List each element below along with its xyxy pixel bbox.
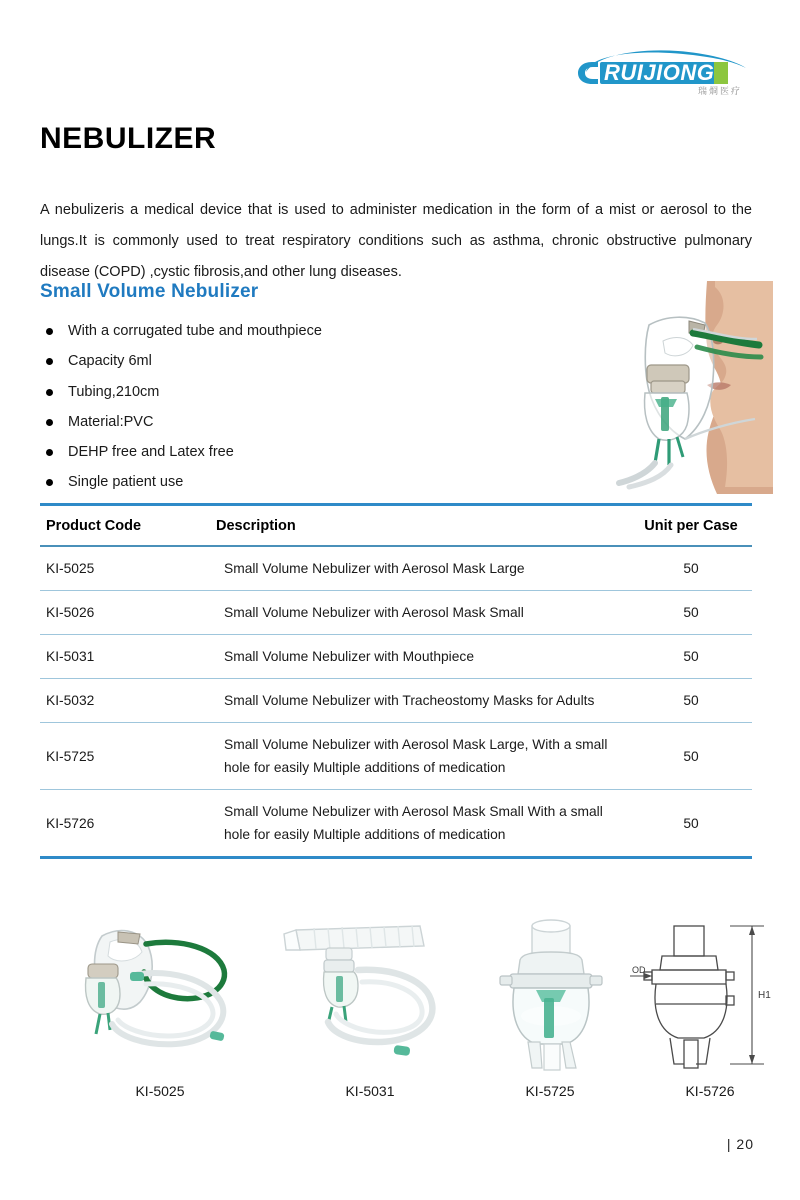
gallery-caption: KI-5031 (345, 1083, 395, 1099)
logo-wordmark: RUIJIONG (604, 60, 715, 85)
cell-unit-per-case: 50 (630, 790, 752, 858)
cell-description: Small Volume Nebulizer with Aerosol Mask Large, With a small hole for easily Multiple additions of medication (210, 723, 630, 790)
cell-unit-per-case: 50 (630, 546, 752, 591)
cell-product-code: KI-5026 (40, 591, 210, 635)
gallery-caption: KI-5725 (525, 1083, 575, 1099)
intro-paragraph: A nebulizeris a medical device that is used to administer medication in the form of a mist or aerosol to the lungs.It is commonly used to treat respiratory conditions such as asthma, chronic obstructive pulmonary disease (COPD) ,cystic fibrosis,and other lung diseases. (40, 201, 752, 280)
cell-product-code: KI-5032 (40, 679, 210, 723)
dimension-label-od: OD (632, 965, 646, 975)
logo-subtext: 瑞烱医疗 (697, 87, 742, 97)
product-photo-ki-5031 (270, 912, 470, 1077)
list-item: Material:PVC (42, 407, 562, 437)
table-row (40, 723, 752, 790)
section-heading: Small Volume Nebulizer (40, 281, 259, 302)
table-row (40, 546, 752, 591)
cell-product-code: KI-5726 (40, 790, 210, 858)
cell-unit-per-case: 50 (630, 635, 752, 679)
gallery-item (630, 912, 790, 1099)
product-gallery (40, 912, 771, 1112)
nebulizer-cup-photo-icon (470, 912, 630, 1072)
ruijiong-logo-icon (574, 46, 754, 88)
gallery-caption: KI-5726 (685, 1083, 735, 1099)
gallery-item (470, 912, 630, 1099)
product-specification-table (40, 503, 752, 859)
column-header-unit-per-case: Unit per Case (630, 505, 752, 547)
cell-description: Small Volume Nebulizer with Aerosol Mask Large (210, 546, 630, 591)
product-photo-ki-5725 (470, 912, 630, 1077)
cell-product-code: KI-5725 (40, 723, 210, 790)
aerosol-mask-photo-icon (60, 912, 260, 1072)
cell-unit-per-case: 50 (630, 679, 752, 723)
table-row (40, 635, 752, 679)
nebulizer-dimension-drawing-icon (630, 912, 790, 1072)
list-item: Capacity 6ml (42, 346, 562, 376)
gallery-caption: KI-5025 (135, 1083, 185, 1099)
cell-unit-per-case: 50 (630, 591, 752, 635)
cell-product-code: KI-5031 (40, 635, 210, 679)
list-item: Tubing,210cm (42, 377, 562, 407)
table-row (40, 679, 752, 723)
list-item: Single patient use (42, 467, 562, 497)
cell-description: Small Volume Nebulizer with Tracheostomy Masks for Adults (210, 679, 630, 723)
table-row (40, 591, 752, 635)
product-photo-ki-5025 (60, 912, 260, 1077)
gallery-item (60, 912, 260, 1099)
cell-product-code: KI-5025 (40, 546, 210, 591)
column-header-product-code: Product Code (40, 505, 210, 547)
patient-wearing-mask-illustration (589, 281, 773, 494)
cell-description: Small Volume Nebulizer with Aerosol Mask Small With a small hole for easily Multiple additions of medication (210, 790, 630, 858)
gallery-item (270, 912, 470, 1099)
column-header-description: Description (210, 505, 630, 547)
product-drawing-ki-5726 (630, 912, 790, 1077)
list-item: DEHP free and Latex free (42, 437, 562, 467)
mouthpiece-nebulizer-photo-icon (270, 912, 470, 1072)
page-title: NEBULIZER (40, 122, 217, 155)
dimension-label-h1: H1 (758, 990, 771, 1001)
table-header-row (40, 505, 752, 547)
cell-description: Small Volume Nebulizer with Mouthpiece (210, 635, 630, 679)
table-row (40, 790, 752, 858)
hero-product-photo (589, 281, 773, 494)
brand-logo (574, 46, 754, 102)
page-number: | 20 (726, 1136, 754, 1152)
cell-description: Small Volume Nebulizer with Aerosol Mask Small (210, 591, 630, 635)
cell-unit-per-case: 50 (630, 723, 752, 790)
list-item: With a corrugated tube and mouthpiece (42, 316, 562, 346)
feature-list (42, 316, 562, 498)
